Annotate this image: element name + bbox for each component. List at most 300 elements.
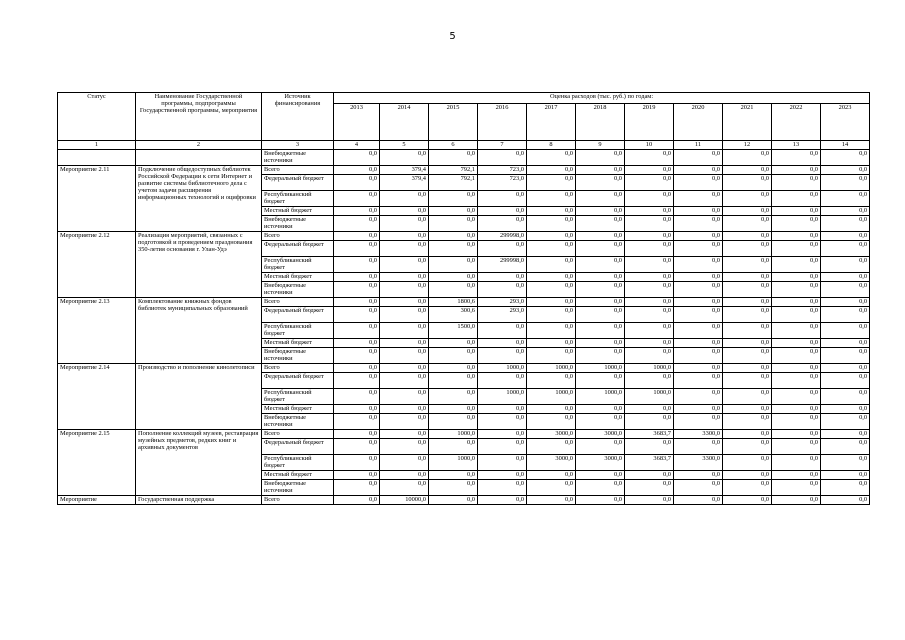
value-cell: 0,0 — [429, 216, 478, 232]
column-number: 5 — [380, 141, 429, 150]
value-cell: 0,0 — [380, 480, 429, 496]
value-cell: 0,0 — [576, 257, 625, 273]
value-cell: 0,0 — [334, 273, 380, 282]
value-cell: 0,0 — [772, 455, 821, 471]
value-cell: 723,0 — [478, 175, 527, 191]
value-cell: 0,0 — [380, 364, 429, 373]
value-cell: 0,0 — [625, 273, 674, 282]
value-cell: 0,0 — [723, 273, 772, 282]
value-cell: 0,0 — [576, 405, 625, 414]
value-cell: 0,0 — [429, 339, 478, 348]
value-cell: 0,0 — [723, 455, 772, 471]
value-cell: 0,0 — [478, 282, 527, 298]
value-cell: 0,0 — [625, 405, 674, 414]
activity-name-cell: Подключение общедоступных библиотек Российской Федерации к сети Интернет и развитие системы библиотечного дела с учетом задачи расширения информационных технологий и оцифровки — [136, 166, 262, 232]
column-number: 14 — [821, 141, 870, 150]
value-cell: 0,0 — [576, 414, 625, 430]
value-cell: 0,0 — [380, 455, 429, 471]
value-cell: 0,0 — [380, 405, 429, 414]
value-cell: 0,0 — [772, 373, 821, 389]
value-cell: 0,0 — [723, 216, 772, 232]
table-row — [58, 496, 870, 505]
value-cell: 0,0 — [674, 323, 723, 339]
value-cell: 0,0 — [821, 298, 870, 307]
value-cell: 0,0 — [576, 307, 625, 323]
value-cell: 0,0 — [576, 339, 625, 348]
funding-source-cell: Внебюджетные источники — [262, 282, 334, 298]
table-row — [58, 166, 870, 175]
value-cell: 0,0 — [334, 414, 380, 430]
value-cell: 0,0 — [821, 150, 870, 166]
value-cell: 0,0 — [772, 323, 821, 339]
value-cell: 0,0 — [821, 339, 870, 348]
funding-source-cell: Местный бюджет — [262, 207, 334, 216]
funding-source-cell: Всего — [262, 496, 334, 505]
funding-source-cell: Всего — [262, 430, 334, 439]
value-cell: 0,0 — [576, 216, 625, 232]
value-cell: 0,0 — [429, 405, 478, 414]
value-cell: 0,0 — [821, 166, 870, 175]
column-number: 11 — [674, 141, 723, 150]
value-cell: 0,0 — [723, 496, 772, 505]
value-cell: 0,0 — [576, 373, 625, 389]
value-cell: 0,0 — [429, 373, 478, 389]
value-cell: 0,0 — [527, 175, 576, 191]
budget-table — [57, 92, 870, 505]
value-cell: 0,0 — [527, 480, 576, 496]
value-cell: 0,0 — [527, 339, 576, 348]
status-cell: Мероприятие 2.11 — [58, 166, 136, 232]
value-cell: 723,0 — [478, 166, 527, 175]
value-cell: 0,0 — [527, 273, 576, 282]
value-cell: 0,0 — [772, 241, 821, 257]
value-cell: 0,0 — [821, 430, 870, 439]
funding-source-cell: Внебюджетные источники — [262, 150, 334, 166]
value-cell: 0,0 — [380, 307, 429, 323]
value-cell: 0,0 — [674, 191, 723, 207]
value-cell: 0,0 — [527, 150, 576, 166]
funding-source-cell: Местный бюджет — [262, 273, 334, 282]
value-cell: 0,0 — [772, 150, 821, 166]
value-cell: 0,0 — [723, 471, 772, 480]
value-cell: 0,0 — [478, 207, 527, 216]
value-cell: 0,0 — [674, 307, 723, 323]
value-cell: 0,0 — [478, 414, 527, 430]
value-cell: 0,0 — [723, 257, 772, 273]
value-cell: 3300,0 — [674, 430, 723, 439]
value-cell: 0,0 — [723, 241, 772, 257]
funding-source-cell: Внебюджетные источники — [262, 414, 334, 430]
value-cell: 0,0 — [478, 439, 527, 455]
value-cell: 0,0 — [576, 298, 625, 307]
funding-source-cell: Всего — [262, 166, 334, 175]
column-number: 7 — [478, 141, 527, 150]
value-cell: 0,0 — [527, 323, 576, 339]
value-cell: 0,0 — [478, 471, 527, 480]
value-cell: 0,0 — [821, 216, 870, 232]
value-cell: 0,0 — [527, 298, 576, 307]
value-cell: 0,0 — [429, 414, 478, 430]
value-cell: 0,0 — [478, 216, 527, 232]
value-cell: 0,0 — [821, 496, 870, 505]
activity-name-cell: Реализация мероприятий, связанных с подготовкой и проведением празднования 350-летия основания г. Улан-Удэ — [136, 232, 262, 298]
value-cell: 0,0 — [576, 150, 625, 166]
activity-name-cell: Пополнение коллекций музеев, реставрация музейных предметов, редких книг и архивных документов — [136, 430, 262, 496]
value-cell: 0,0 — [674, 207, 723, 216]
value-cell: 0,0 — [674, 439, 723, 455]
header-status: Статус — [58, 93, 136, 141]
value-cell: 0,0 — [576, 273, 625, 282]
value-cell: 0,0 — [380, 430, 429, 439]
value-cell: 1000,0 — [576, 364, 625, 373]
header-year: 2021 — [723, 104, 772, 141]
value-cell: 0,0 — [674, 373, 723, 389]
value-cell: 0,0 — [625, 414, 674, 430]
value-cell: 3683,7 — [625, 455, 674, 471]
value-cell: 0,0 — [334, 207, 380, 216]
status-cell: Мероприятие 2.15 — [58, 430, 136, 496]
value-cell: 0,0 — [674, 298, 723, 307]
value-cell: 0,0 — [625, 307, 674, 323]
funding-source-cell: Республиканский бюджет — [262, 323, 334, 339]
column-number: 13 — [772, 141, 821, 150]
value-cell: 0,0 — [821, 373, 870, 389]
table-row — [58, 298, 870, 307]
header-year: 2014 — [380, 104, 429, 141]
value-cell: 1000,0 — [625, 389, 674, 405]
value-cell: 1500,0 — [429, 323, 478, 339]
value-cell: 0,0 — [772, 364, 821, 373]
value-cell: 792,1 — [429, 166, 478, 175]
value-cell: 0,0 — [429, 232, 478, 241]
value-cell: 0,0 — [772, 405, 821, 414]
value-cell: 0,0 — [334, 150, 380, 166]
header-estimate: Оценка расходов (тыс. руб.) по годам: — [334, 93, 870, 104]
value-cell: 0,0 — [380, 150, 429, 166]
header-year: 2023 — [821, 104, 870, 141]
value-cell: 0,0 — [772, 496, 821, 505]
value-cell: 0,0 — [527, 257, 576, 273]
value-cell: 0,0 — [772, 307, 821, 323]
value-cell: 0,0 — [429, 480, 478, 496]
value-cell: 0,0 — [821, 480, 870, 496]
value-cell: 0,0 — [723, 207, 772, 216]
value-cell: 1000,0 — [625, 364, 674, 373]
value-cell: 1000,0 — [527, 364, 576, 373]
value-cell: 0,0 — [723, 307, 772, 323]
funding-source-cell: Федеральный бюджет — [262, 439, 334, 455]
funding-source-cell: Внебюджетные источники — [262, 348, 334, 364]
header-year: 2018 — [576, 104, 625, 141]
value-cell: 293,0 — [478, 307, 527, 323]
value-cell: 0,0 — [625, 191, 674, 207]
value-cell: 0,0 — [380, 232, 429, 241]
value-cell: 0,0 — [674, 232, 723, 241]
value-cell: 1000,0 — [527, 389, 576, 405]
value-cell: 0,0 — [674, 273, 723, 282]
funding-source-cell: Всего — [262, 298, 334, 307]
value-cell: 0,0 — [576, 166, 625, 175]
header-year: 2013 — [334, 104, 380, 141]
value-cell: 0,0 — [576, 480, 625, 496]
value-cell: 0,0 — [478, 373, 527, 389]
activity-name-cell: Государственная поддержка — [136, 496, 262, 505]
column-number: 4 — [334, 141, 380, 150]
value-cell: 0,0 — [478, 191, 527, 207]
column-number: 12 — [723, 141, 772, 150]
value-cell: 3000,0 — [527, 455, 576, 471]
column-number: 10 — [625, 141, 674, 150]
value-cell: 0,0 — [625, 232, 674, 241]
value-cell: 0,0 — [723, 439, 772, 455]
funding-source-cell: Республиканский бюджет — [262, 455, 334, 471]
header-source: Источник финансирования — [262, 93, 334, 141]
value-cell: 0,0 — [334, 439, 380, 455]
value-cell: 0,0 — [723, 339, 772, 348]
value-cell: 0,0 — [429, 496, 478, 505]
value-cell: 0,0 — [674, 496, 723, 505]
value-cell: 1000,0 — [429, 430, 478, 439]
value-cell: 0,0 — [625, 339, 674, 348]
value-cell: 0,0 — [772, 298, 821, 307]
funding-source-cell: Местный бюджет — [262, 405, 334, 414]
funding-source-cell: Республиканский бюджет — [262, 389, 334, 405]
value-cell: 0,0 — [674, 339, 723, 348]
value-cell: 0,0 — [723, 348, 772, 364]
value-cell: 0,0 — [772, 257, 821, 273]
value-cell: 0,0 — [334, 191, 380, 207]
value-cell: 0,0 — [772, 273, 821, 282]
value-cell: 0,0 — [625, 241, 674, 257]
value-cell: 0,0 — [478, 405, 527, 414]
value-cell: 0,0 — [576, 496, 625, 505]
value-cell: 0,0 — [674, 389, 723, 405]
value-cell: 0,0 — [478, 150, 527, 166]
table-row — [58, 150, 870, 166]
value-cell: 0,0 — [625, 373, 674, 389]
value-cell: 0,0 — [380, 241, 429, 257]
value-cell: 0,0 — [674, 364, 723, 373]
value-cell: 0,0 — [821, 455, 870, 471]
value-cell: 10000,0 — [380, 496, 429, 505]
value-cell: 0,0 — [821, 405, 870, 414]
value-cell: 0,0 — [772, 414, 821, 430]
value-cell: 0,0 — [625, 323, 674, 339]
value-cell: 300,6 — [429, 307, 478, 323]
value-cell: 0,0 — [576, 241, 625, 257]
value-cell: 0,0 — [625, 207, 674, 216]
value-cell: 0,0 — [380, 257, 429, 273]
value-cell: 0,0 — [723, 191, 772, 207]
header-year: 2015 — [429, 104, 478, 141]
value-cell: 0,0 — [429, 191, 478, 207]
value-cell: 0,0 — [334, 471, 380, 480]
value-cell: 0,0 — [821, 364, 870, 373]
funding-source-cell: Внебюджетные источники — [262, 216, 334, 232]
funding-source-cell: Всего — [262, 232, 334, 241]
funding-source-cell: Местный бюджет — [262, 471, 334, 480]
column-number: 3 — [262, 141, 334, 150]
value-cell: 0,0 — [429, 207, 478, 216]
value-cell: 0,0 — [334, 282, 380, 298]
value-cell: 0,0 — [429, 241, 478, 257]
value-cell: 0,0 — [380, 273, 429, 282]
value-cell: 0,0 — [772, 166, 821, 175]
value-cell: 0,0 — [821, 414, 870, 430]
value-cell: 792,1 — [429, 175, 478, 191]
value-cell: 0,0 — [821, 232, 870, 241]
value-cell: 0,0 — [380, 471, 429, 480]
value-cell: 0,0 — [380, 348, 429, 364]
value-cell: 0,0 — [478, 496, 527, 505]
value-cell: 0,0 — [576, 191, 625, 207]
value-cell: 0,0 — [334, 307, 380, 323]
value-cell: 0,0 — [334, 389, 380, 405]
value-cell: 0,0 — [674, 348, 723, 364]
value-cell: 0,0 — [772, 348, 821, 364]
value-cell: 3300,0 — [674, 455, 723, 471]
value-cell: 379,4 — [380, 166, 429, 175]
funding-source-cell: Федеральный бюджет — [262, 307, 334, 323]
value-cell: 0,0 — [380, 216, 429, 232]
value-cell: 0,0 — [334, 348, 380, 364]
value-cell: 0,0 — [380, 373, 429, 389]
value-cell: 0,0 — [334, 216, 380, 232]
value-cell: 0,0 — [821, 175, 870, 191]
value-cell: 0,0 — [334, 480, 380, 496]
value-cell: 0,0 — [334, 232, 380, 241]
value-cell: 0,0 — [772, 471, 821, 480]
value-cell: 0,0 — [625, 282, 674, 298]
value-cell: 299998,0 — [478, 257, 527, 273]
value-cell: 0,0 — [527, 348, 576, 364]
value-cell: 0,0 — [380, 389, 429, 405]
value-cell: 0,0 — [380, 439, 429, 455]
value-cell: 0,0 — [478, 455, 527, 471]
value-cell: 0,0 — [334, 339, 380, 348]
value-cell: 0,0 — [772, 175, 821, 191]
value-cell: 0,0 — [429, 439, 478, 455]
value-cell: 0,0 — [625, 439, 674, 455]
value-cell: 0,0 — [674, 216, 723, 232]
header-year: 2020 — [674, 104, 723, 141]
value-cell: 0,0 — [821, 257, 870, 273]
value-cell: 3000,0 — [576, 430, 625, 439]
status-cell: Мероприятие 2.14 — [58, 364, 136, 430]
value-cell: 0,0 — [723, 175, 772, 191]
value-cell: 0,0 — [429, 150, 478, 166]
value-cell: 0,0 — [334, 175, 380, 191]
funding-source-cell: Федеральный бюджет — [262, 241, 334, 257]
status-cell: Мероприятие 2.13 — [58, 298, 136, 364]
value-cell: 0,0 — [576, 323, 625, 339]
value-cell: 0,0 — [334, 298, 380, 307]
value-cell: 0,0 — [625, 175, 674, 191]
status-cell: Мероприятие — [58, 496, 136, 505]
funding-source-cell: Внебюджетные источники — [262, 480, 334, 496]
value-cell: 0,0 — [334, 241, 380, 257]
value-cell: 0,0 — [723, 364, 772, 373]
funding-source-cell: Республиканский бюджет — [262, 191, 334, 207]
funding-source-cell: Федеральный бюджет — [262, 373, 334, 389]
value-cell: 293,0 — [478, 298, 527, 307]
value-cell: 0,0 — [625, 471, 674, 480]
page-number: 5 — [449, 31, 456, 42]
value-cell: 0,0 — [723, 150, 772, 166]
value-cell: 1800,6 — [429, 298, 478, 307]
value-cell: 0,0 — [723, 166, 772, 175]
value-cell: 0,0 — [723, 323, 772, 339]
value-cell: 0,0 — [576, 175, 625, 191]
header-name: Наименование Государственной программы, подпрограммы Государственной программы, мероприятия — [136, 93, 262, 141]
value-cell: 0,0 — [527, 191, 576, 207]
value-cell: 0,0 — [772, 191, 821, 207]
value-cell: 0,0 — [478, 273, 527, 282]
value-cell: 0,0 — [723, 480, 772, 496]
value-cell: 0,0 — [772, 430, 821, 439]
value-cell: 0,0 — [674, 241, 723, 257]
header-year: 2022 — [772, 104, 821, 141]
value-cell: 0,0 — [576, 207, 625, 216]
value-cell: 0,0 — [380, 191, 429, 207]
funding-source-cell: Федеральный бюджет — [262, 175, 334, 191]
value-cell: 0,0 — [625, 298, 674, 307]
value-cell: 0,0 — [625, 480, 674, 496]
value-cell: 0,0 — [674, 405, 723, 414]
value-cell: 0,0 — [772, 207, 821, 216]
value-cell: 0,0 — [576, 348, 625, 364]
funding-source-cell: Всего — [262, 364, 334, 373]
value-cell: 299998,0 — [478, 232, 527, 241]
value-cell: 0,0 — [380, 298, 429, 307]
value-cell: 0,0 — [674, 166, 723, 175]
value-cell: 3000,0 — [527, 430, 576, 439]
value-cell: 0,0 — [674, 175, 723, 191]
value-cell: 0,0 — [821, 207, 870, 216]
value-cell: 0,0 — [821, 348, 870, 364]
value-cell: 0,0 — [478, 323, 527, 339]
value-cell: 0,0 — [527, 166, 576, 175]
value-cell: 379,4 — [380, 175, 429, 191]
value-cell: 0,0 — [380, 414, 429, 430]
value-cell: 0,0 — [723, 282, 772, 298]
value-cell: 0,0 — [723, 298, 772, 307]
value-cell: 0,0 — [527, 232, 576, 241]
header-year: 2019 — [625, 104, 674, 141]
value-cell: 0,0 — [723, 373, 772, 389]
value-cell: 0,0 — [625, 348, 674, 364]
value-cell: 0,0 — [429, 389, 478, 405]
value-cell: 0,0 — [674, 257, 723, 273]
value-cell: 0,0 — [334, 257, 380, 273]
value-cell: 0,0 — [625, 257, 674, 273]
value-cell: 0,0 — [723, 389, 772, 405]
value-cell: 0,0 — [772, 282, 821, 298]
value-cell: 0,0 — [478, 348, 527, 364]
value-cell: 1000,0 — [478, 389, 527, 405]
value-cell: 0,0 — [772, 389, 821, 405]
value-cell: 0,0 — [527, 307, 576, 323]
value-cell: 0,0 — [527, 439, 576, 455]
value-cell: 0,0 — [625, 496, 674, 505]
table-row — [58, 430, 870, 439]
value-cell: 0,0 — [772, 232, 821, 241]
value-cell: 0,0 — [527, 414, 576, 430]
header-year: 2017 — [527, 104, 576, 141]
value-cell: 0,0 — [772, 480, 821, 496]
value-cell: 0,0 — [772, 439, 821, 455]
value-cell: 0,0 — [380, 282, 429, 298]
